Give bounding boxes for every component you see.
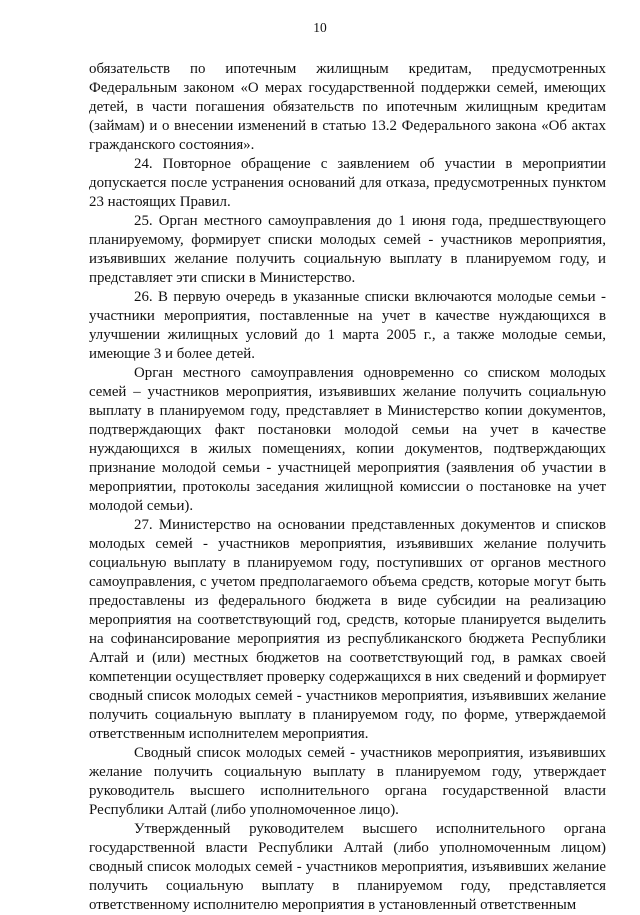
paragraph-26-documents: Орган местного самоуправления одновременно со списком молодых семей – участников мероприятия, изъявивших желание получить социальную выплату в планируемом году, представляет в Министерство копии документов, подтверждающих факт постановки молодой семьи на учет в качестве нуждающихся в жилых помещениях, копии документов, подтверждающих признание молодой семьи - участницей мероприятия (заявления об участии в мероприятии, протоколы заседания жилищной комиссии о постановке на учет молодой семьи). (89, 365, 606, 514)
paragraph-27-submission: Утвержденный руководителем высшего исполнительного органа государственной власти Республики Алтай (либо уполномоченным лицом) сводный список молодых семей - участников мероприятия, изъявивших желание получить социальную выплату в планируемом году, представляется ответственному исполнителю мероприятия в установленный ответственным (89, 821, 606, 913)
paragraph-26: 26. В первую очередь в указанные списки включаются молодые семьи - участники мероприятия, поставленные на учет в качестве нуждающихся в улучшении жилищных условий до 1 марта 2005 г., а также молодые семьи, имеющие 3 и более детей. (89, 289, 606, 362)
page-number: 10 (313, 20, 327, 35)
paragraph-27: 27. Министерство на основании представленных документов и списков молодых семей - участников мероприятия, изъявивших желание получить социальную выплату в планируемом году, поступивших от органов местного самоуправления, с учетом предполагаемого объема средств, которые могут быть предоставлены из федерального бюджета в виде субсидии на реализацию мероприятия на соответствующий год, средств, которые планируется выделить на софинансирование мероприятия из республиканского бюджета Республики Алтай и (или) местных бюджетов на соответствующий год, в рамках своей компетенции осуществляет проверку содержащихся в них сведений и формирует сводный список молодых семей - участников мероприятия, изъявивших желание получить социальную выплату в планируемом году, по форме, утверждаемой ответственным исполнителем мероприятия. (89, 517, 606, 742)
paragraph-24: 24. Повторное обращение с заявлением об участии в мероприятии допускается после устранения оснований для отказа, предусмотренных пунктом 23 настоящих Правил. (89, 156, 606, 210)
paragraph-25: 25. Орган местного самоуправления до 1 июня года, предшествующего планируемому, формирует списки молодых семей - участников мероприятия, изъявивших желание получить социальную выплату в планируемом году, и представляет эти списки в Министерство. (89, 213, 606, 286)
paragraph-27-approval: Сводный список молодых семей - участников мероприятия, изъявивших желание получить социальную выплату в планируемом году, утверждает руководитель высшего исполнительного органа государственной власти Республики Алтай (либо уполномоченное лицо). (89, 745, 606, 818)
document-body (89, 60, 606, 915)
paragraph-continuation: обязательств по ипотечным жилищным кредитам, предусмотренных Федеральным законом «О мерах государственной поддержки семей, имеющих детей, в части погашения обязательств по ипотечным жилищным кредитам (займам) и о внесении изменений в статью 13.2 Федерального закона «Об актах гражданского состояния». (89, 61, 606, 153)
